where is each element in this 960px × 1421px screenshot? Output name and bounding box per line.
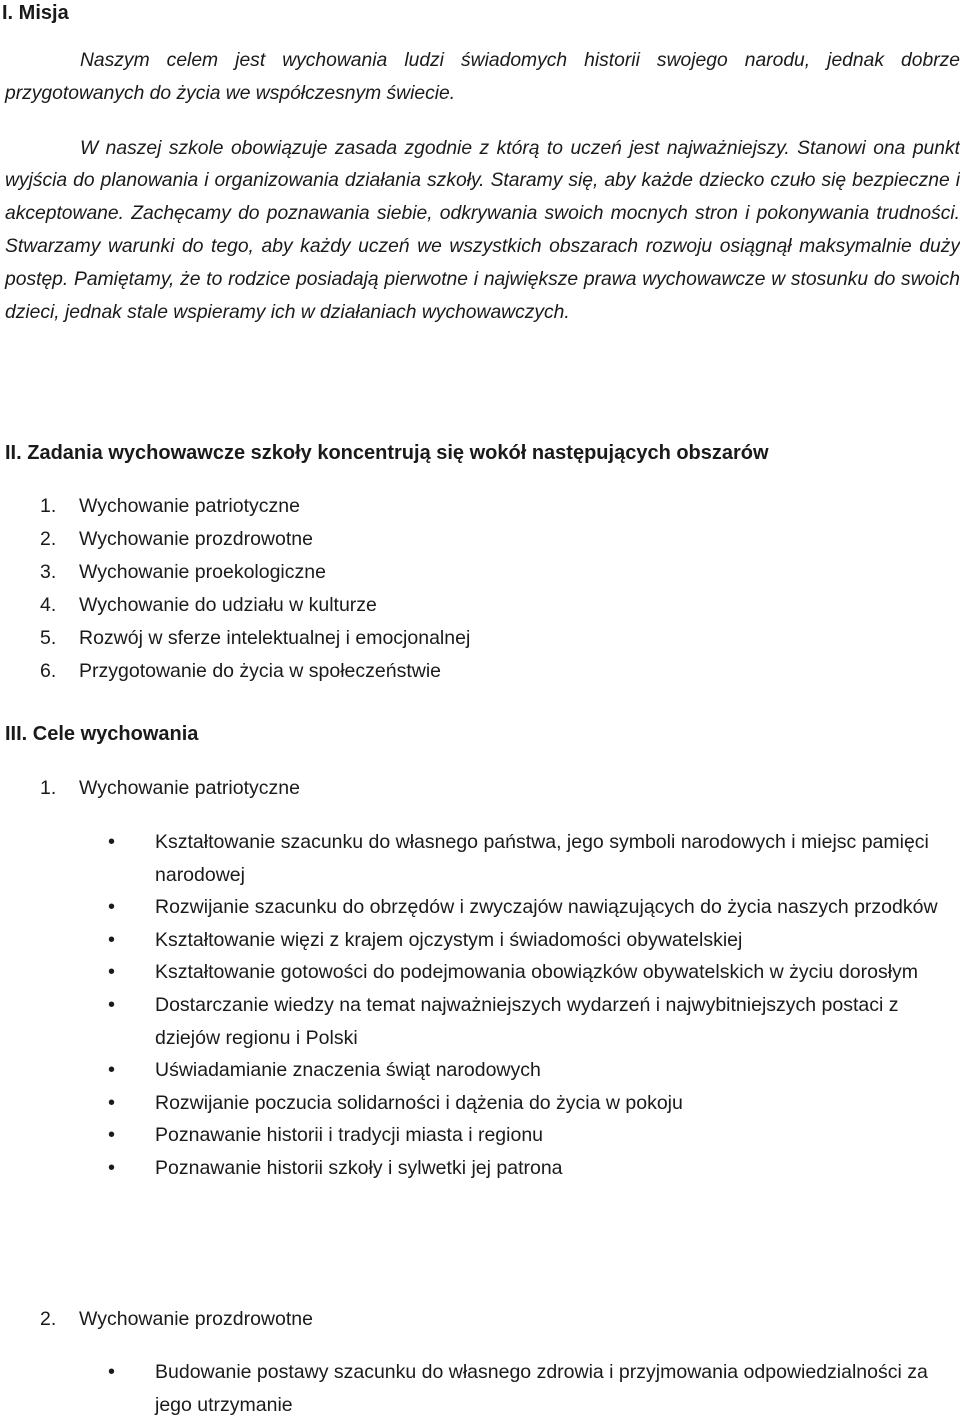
list-item: 4. Wychowanie do udziału w kulturze [40, 594, 377, 616]
list-item: 3. Wychowanie proekologiczne [40, 561, 326, 583]
mission-paragraph-1: Naszym celem jest wychowania ludzi świadomych historii swojego narodu, jednak dobrze przygotowanych do życia we współczesnym świecie. [5, 50, 960, 104]
list-item: 1. Wychowanie patriotyczne [40, 495, 300, 517]
list-item: 6. Przygotowanie do życia w społeczeństwie [40, 660, 442, 682]
list-item: 5. Rozwój w sferze intelektualnej i emocjonalnej [40, 627, 471, 649]
patriotic-goals-list [108, 826, 958, 1185]
list-item: • Kształtowanie gotowości do podejmowania obowiązków obywatelskich w życiu dorosłym [108, 956, 958, 989]
areas-list [40, 490, 470, 688]
list-item: • Kształtowanie szacunku do własnego państwa, jego symboli narodowych i miejsc pamięci narodowej [108, 826, 958, 891]
subsection1-title: 1. Wychowanie patriotyczne [40, 777, 300, 799]
mission-text [5, 45, 960, 329]
section2-heading: II. Zadania wychowawcze szkoły koncentrują się wokół następujących obszarów [5, 442, 769, 464]
list-item: • Rozwijanie szacunku do obrzędów i zwyczajów nawiązujących do życia naszych przodków [108, 891, 958, 924]
subsection2-title: 2. Wychowanie prozdrowotne [40, 1308, 313, 1330]
mission-paragraph-2: W naszej szkole obowiązuje zasada zgodnie z którą to uczeń jest najważniejszy. Stanowi ona punkt wyjścia do planowania i organizowania działania szkoły. Staramy się, aby każde dziecko czuło się bezpieczne i akceptowane. Zachęcamy do poznawania siebie, odkrywania swoich mocnych stron i pokonywania trudności. Stwarzamy warunki do tego, aby każdy uczeń we wszystkich obszarach rozwoju osiągnął maksymalnie duży postęp. Pamiętamy, że to rodzice posiadają pierwotne i największe prawa wychowawcze w stosunku do swoich dzieci, jednak stale wspieramy ich w działaniach wychowawczych. [5, 137, 960, 323]
health-goals-list [108, 1356, 958, 1421]
list-item: • Uświadamianie znaczenia świąt narodowych [108, 1054, 958, 1087]
list-item: • Kształtowanie więzi z krajem ojczystym i świadomości obywatelskiej [108, 924, 958, 957]
section3-heading: III. Cele wychowania [5, 723, 199, 745]
list-item: • Rozwijanie poczucia solidarności i dążenia do życia w pokoju [108, 1087, 958, 1120]
list-item: 2. Wychowanie prozdrowotne [40, 528, 313, 550]
list-item: • Dostarczanie wiedzy na temat najważniejszych wydarzeń i najwybitniejszych postaci z dziejów regionu i Polski [108, 989, 958, 1054]
list-item: • Poznawanie historii szkoły i sylwetki jej patrona [108, 1152, 958, 1185]
list-item: • Poznawanie historii i tradycji miasta i regionu [108, 1119, 958, 1152]
section1-heading: I. Misja [2, 2, 69, 24]
list-item: • Budowanie postawy szacunku do własnego zdrowia i przyjmowania odpowiedzialności za jego utrzymanie [108, 1356, 958, 1421]
